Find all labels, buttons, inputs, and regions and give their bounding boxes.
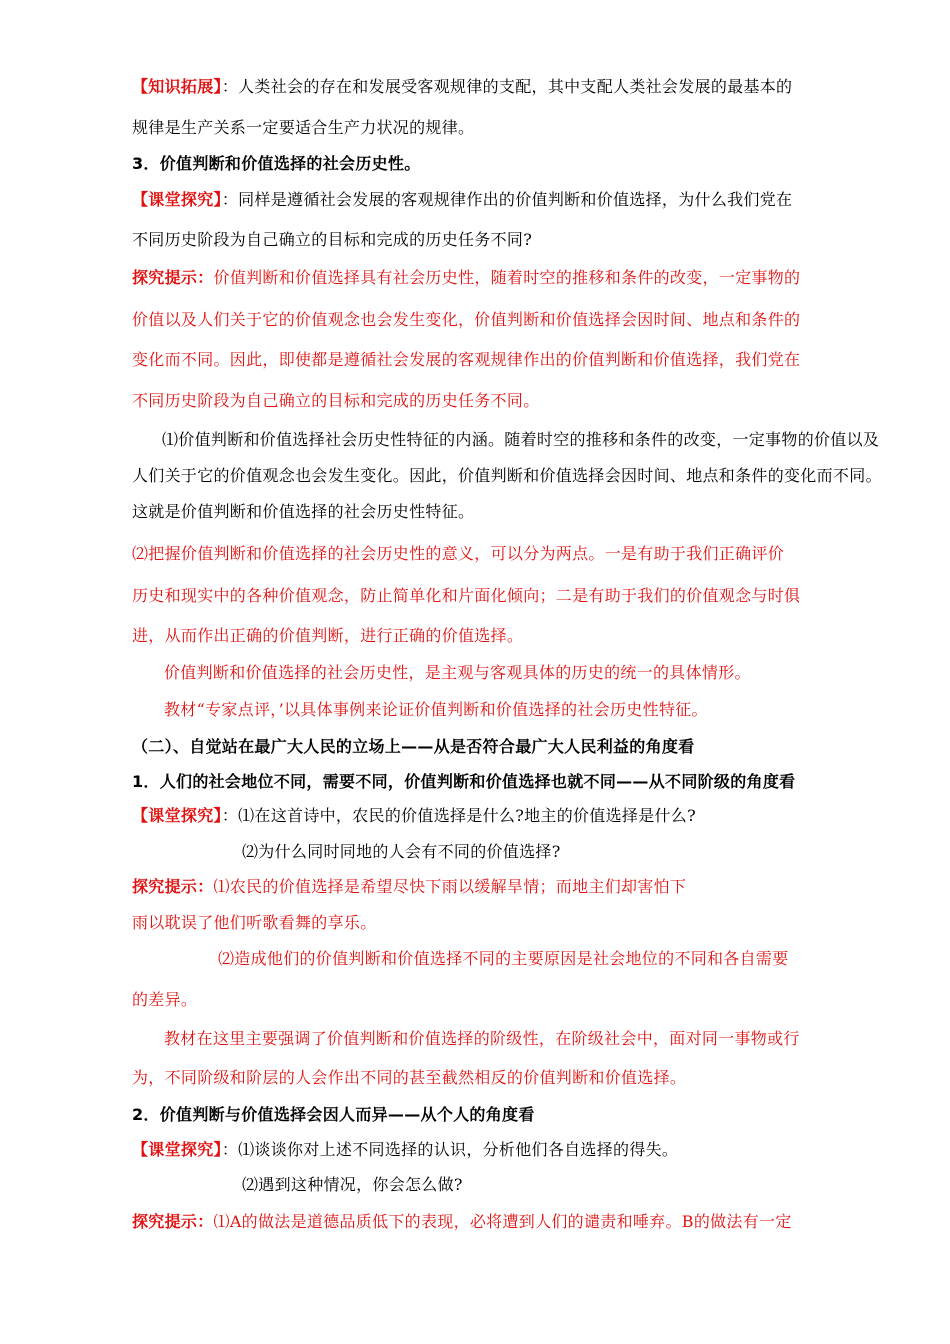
knowledge-extension-label: 【知识拓展】 [132, 77, 222, 96]
inquiry-hint-label: 探究提示： [132, 1212, 214, 1231]
hint-text-line: 价值以及人们关于它的价值观念也会发生变化，价值判断和价值选择会因时间、地点和条件的 [132, 310, 801, 329]
class-inquiry-label: 【课堂探究】 [132, 806, 222, 825]
text: ⑴农民的价值选择是希望尽快下雨以缓解旱情；而地主们却害怕下 [213, 877, 687, 896]
label-separator: ： [221, 190, 239, 209]
section-heading: （二）、自觉站在最广大人民的立场上——从是否符合最广大人民利益的角度看 [132, 737, 695, 756]
text-line: ⑵为什么同时同地的人会有不同的价值选择? [242, 842, 561, 861]
text-line: ⑵遇到这种情况，你会怎么做? [242, 1175, 463, 1194]
text-line: 这就是价值判断和价值选择的社会历史性特征。 [132, 502, 475, 521]
class-inquiry-line [132, 1140, 678, 1160]
text: ⑴A的做法是道德品质低下的表现，必将遭到人们的谴责和唾弃。B的做法有一定 [213, 1212, 792, 1231]
text: 价值判断和价值选择具有社会历史性，随着时空的推移和条件的改变，一定事物的 [213, 268, 801, 287]
text-line: 规律是生产关系一定要适合生产力状况的规律。 [132, 118, 475, 137]
class-inquiry-label: 【课堂探究】 [132, 1140, 222, 1159]
section-heading: 1．人们的社会地位不同，需要不同，价值判断和价值选择也就不同——从不同阶级的角度看 [132, 772, 796, 791]
inquiry-hint-line [132, 1212, 792, 1232]
hint-text-line: 变化而不同。因此，即使都是遵循社会发展的客观规律作出的价值判断和价值选择，我们党在 [132, 350, 801, 369]
text-line: 不同历史阶段为自己确立的目标和完成的历史任务不同? [132, 230, 533, 249]
inquiry-hint-line [132, 877, 686, 897]
text: 同样是遵循社会发展的客观规律作出的价值判断和价值选择，为什么我们党在 [238, 190, 793, 209]
hint-text-line: ⑵把握价值判断和价值选择的社会历史性的意义，可以分为两点。一是有助于我们正确评价 [132, 544, 785, 563]
hint-text-line: 不同历史阶段为自己确立的目标和完成的历史任务不同。 [132, 391, 540, 410]
text: 人类社会的存在和发展受客观规律的支配，其中支配人类社会发展的最基本的 [238, 77, 793, 96]
class-inquiry-line [132, 806, 696, 826]
inquiry-hint-label: 探究提示： [132, 877, 214, 896]
hint-text-line: 进，从而作出正确的价值判断，进行正确的价值选择。 [132, 626, 524, 645]
hint-text-line: 的差异。 [132, 990, 198, 1009]
section-heading: 3．价值判断和价值选择的社会历史性。 [132, 154, 421, 173]
hint-text-line: 为，不同阶级和阶层的人会作出不同的甚至截然相反的价值判断和价值选择。 [132, 1068, 687, 1087]
hint-text-line: ⑵造成他们的价值判断和价值选择不同的主要原因是社会地位的不同和各自需要 [218, 949, 789, 968]
text: ⑴在这首诗中，农民的价值选择是什么?地主的价值选择是什么? [238, 806, 696, 825]
inquiry-hint-label: 探究提示： [132, 268, 214, 287]
inquiry-hint-line [132, 268, 800, 288]
hint-text-line: 教材在这里主要强调了价值判断和价值选择的阶级性，在阶级社会中，面对同一事物或行 [164, 1029, 800, 1048]
hint-text-line: 历史和现实中的各种价值观念，防止简单化和片面化倾向；二是有助于我们的价值观念与时俱 [132, 586, 801, 605]
text: ⑴谈谈你对上述不同选择的认识，分析他们各自选择的得失。 [238, 1140, 679, 1159]
class-inquiry-label: 【课堂探究】 [132, 190, 222, 209]
text-line: ⑴价值判断和价值选择社会历史性特征的内涵。随着时空的推移和条件的改变，一定事物的价值以及 [162, 430, 880, 449]
hint-text-line: 价值判断和价值选择的社会历史性，是主观与客观具体的历史的统一的具体情形。 [164, 663, 751, 682]
label-separator: ： [221, 1140, 239, 1159]
class-inquiry-line [132, 190, 792, 210]
section-heading: 2．价值判断与价值选择会因人而异——从个人的角度看 [132, 1105, 535, 1124]
text-line: 人们关于它的价值观念也会发生变化。因此，价值判断和价值选择会因时间、地点和条件的变化而不同。 [132, 466, 882, 485]
hint-text-line: 雨以耽误了他们听歌看舞的享乐。 [132, 913, 377, 932]
label-separator: ： [221, 77, 239, 96]
knowledge-extension-line [132, 77, 792, 97]
hint-text-line: 教材“专家点评，’以具体事例来论证价值判断和价值选择的社会历史性特征。 [164, 700, 708, 719]
label-separator: ： [221, 806, 239, 825]
